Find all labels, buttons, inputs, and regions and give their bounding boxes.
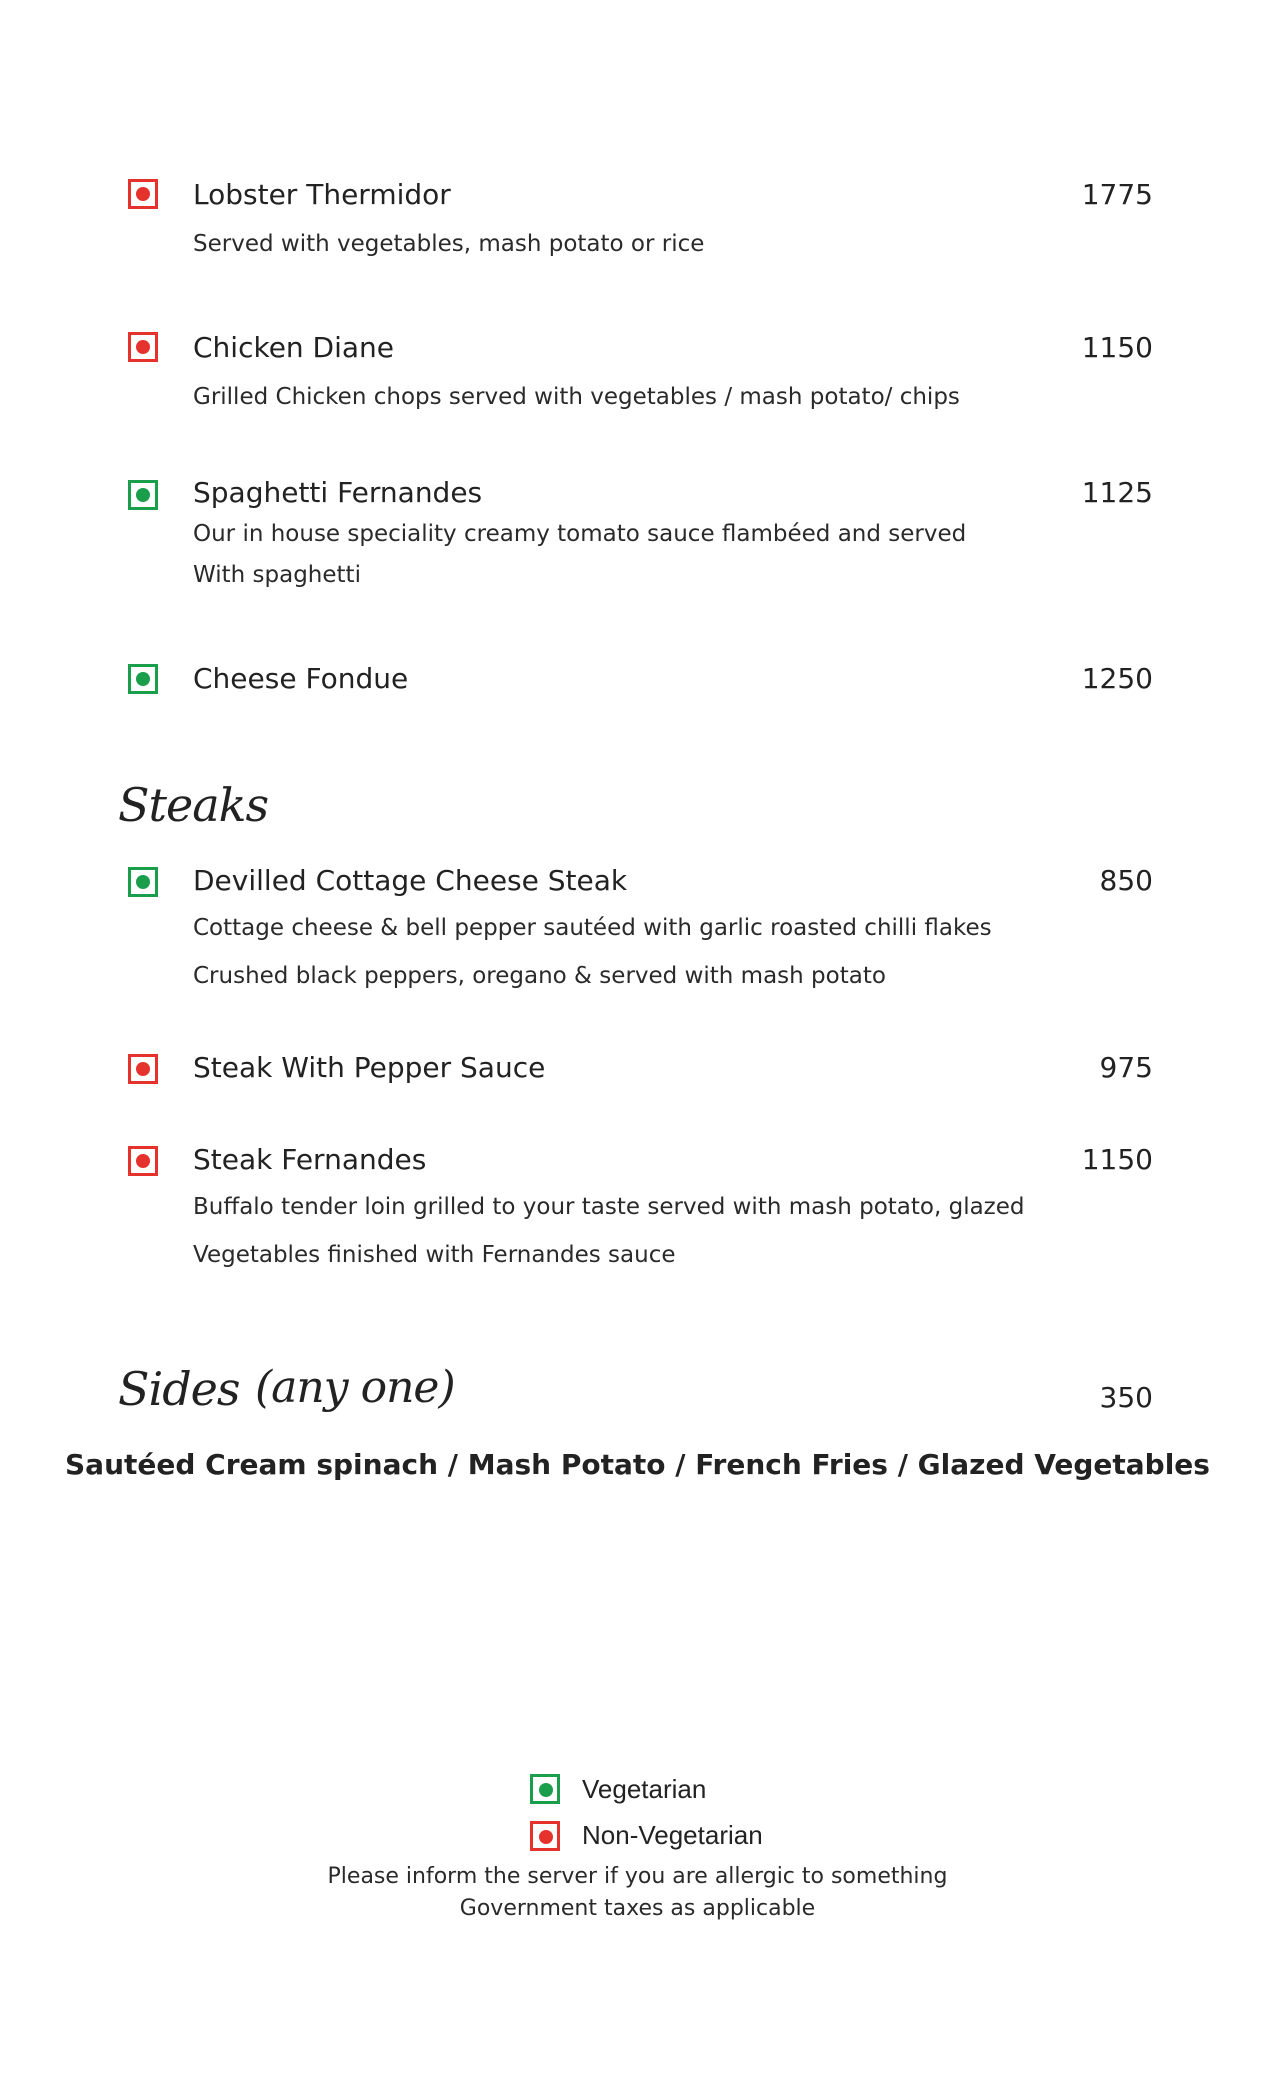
sides-options: Sautéed Cream spinach / Mash Potato / French Fries / Glazed Vegetables [65, 1448, 1210, 1481]
item-price: 1250 [1081, 662, 1153, 695]
item-price: 1150 [1081, 1143, 1153, 1176]
veg-indicator-icon [128, 664, 158, 694]
section-heading-sides: Sides [118, 1362, 240, 1416]
item-description: Our in house speciality creamy tomato sauce flambéed and served [193, 521, 967, 547]
section-heading-steaks: Steaks [118, 778, 269, 832]
item-name: Cheese Fondue [193, 662, 409, 695]
non-veg-indicator-icon [128, 1054, 158, 1084]
non-veg-indicator-icon [530, 1821, 560, 1851]
item-name: Steak With Pepper Sauce [193, 1051, 546, 1084]
item-price: 1150 [1081, 331, 1153, 364]
item-name: Lobster Thermidor [193, 178, 451, 211]
item-name: Chicken Diane [193, 331, 395, 364]
item-description: Served with vegetables, mash potato or rice [193, 231, 705, 257]
legend-veg-label: Vegetarian [582, 1774, 707, 1804]
item-price: 1775 [1081, 178, 1153, 211]
non-veg-indicator-icon [128, 1146, 158, 1176]
veg-indicator-icon [128, 480, 158, 510]
item-description: Grilled Chicken chops served with vegetables / mash potato/ chips [193, 384, 960, 410]
item-name: Spaghetti Fernandes [193, 476, 483, 509]
allergy-note: Please inform the server if you are allergic to something [327, 1864, 948, 1889]
item-name: Steak Fernandes [193, 1143, 427, 1176]
item-name: Devilled Cottage Cheese Steak [193, 864, 628, 897]
tax-note: Government taxes as applicable [459, 1896, 816, 1921]
non-veg-indicator-icon [128, 332, 158, 362]
veg-indicator-icon [530, 1774, 560, 1804]
non-veg-indicator-icon [128, 179, 158, 209]
sides-subheading: (any one) [255, 1362, 455, 1413]
item-price: 850 [1099, 864, 1153, 897]
veg-indicator-icon [128, 867, 158, 897]
item-description: Buffalo tender loin grilled to your taste served with mash potato, glazed [193, 1194, 1025, 1220]
item-description: With spaghetti [193, 562, 361, 588]
item-description: Vegetables finished with Fernandes sauce [193, 1242, 676, 1268]
legend-nonveg-label: Non-Vegetarian [582, 1820, 763, 1850]
sides-price: 350 [1099, 1381, 1153, 1414]
item-description: Cottage cheese & bell pepper sautéed with garlic roasted chilli flakes [193, 915, 992, 941]
item-price: 975 [1099, 1051, 1153, 1084]
item-price: 1125 [1081, 476, 1153, 509]
item-description: Crushed black peppers, oregano & served with mash potato [193, 963, 886, 989]
